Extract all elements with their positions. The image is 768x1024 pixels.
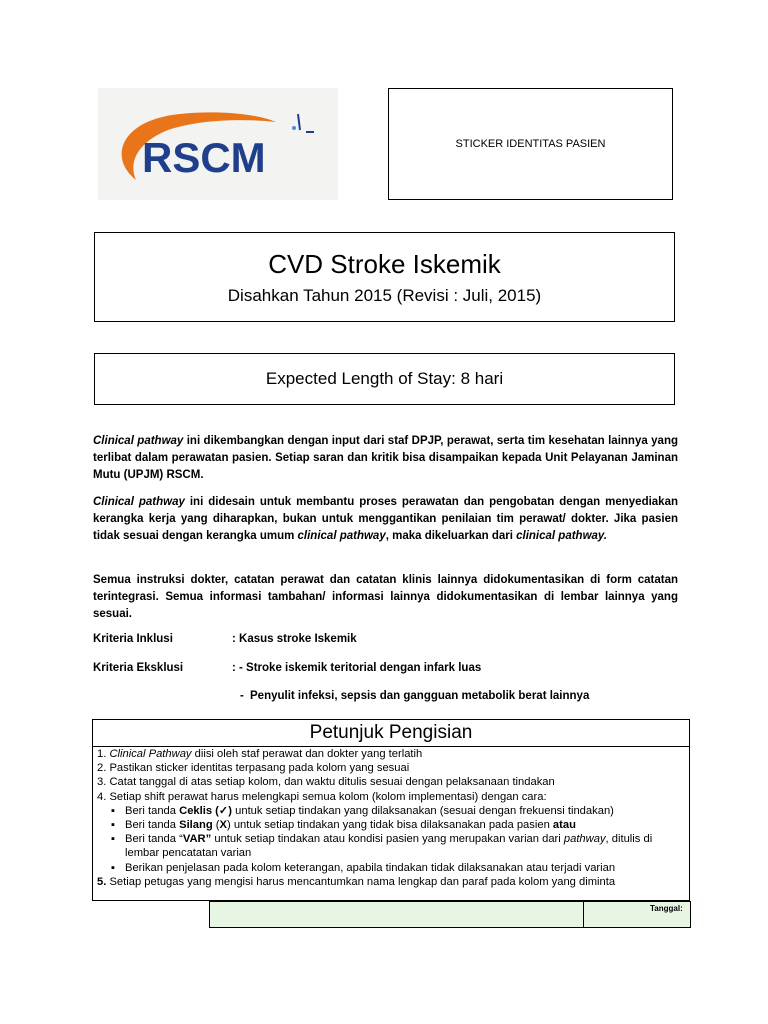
kriteria-eksklusi-value-1: : - Stroke iskemik teritorial dengan infark luas (232, 662, 482, 674)
item1-num: 1. (97, 748, 107, 760)
b3-italic: pathway (563, 833, 606, 846)
b2-bold: Silang (179, 819, 213, 832)
kriteria-eksklusi-value-2: Penyulit infeksi, sepsis dan gangguan metabolik berat lainnya (250, 690, 590, 702)
logo-accent (298, 114, 314, 132)
petunjuk-heading: Petunjuk Pengisian (93, 720, 689, 747)
paragraph-1 (93, 433, 678, 484)
bullet-keterangan: ▪ Berikan penjelasan pada kolom keterangan, apabila tindakan tidak dilaksanakan atau terjadi varian (125, 861, 685, 875)
b3-post2: , ditulis di lembar pencatatan varian (125, 833, 653, 860)
kriteria-eksklusi-dash: - (240, 690, 244, 702)
paragraph-2 (93, 494, 678, 545)
logo-dot (292, 126, 296, 130)
rscm-logo (98, 88, 338, 200)
item1-text: diisi oleh staf perawat dan dokter yang terlatih (191, 748, 423, 760)
b2-post: ) untuk setiap tindakan yang tidak bisa dilaksanakan pada pasien (227, 819, 553, 832)
petunjuk-item-5 (97, 875, 685, 889)
b3-pre: Beri tanda “ (125, 833, 183, 846)
p1-text: ini dikembangkan dengan input dari staf DPJP, perawat, serta tim kesehatan lainnya yang terlibat dalam perawatan pasien. Setiap saran dan kritik bisa disampaikan kepada Unit Pelayanan Jaminan Mutu (UPJM) RSCM. (93, 435, 678, 481)
b1-bold: Ceklis (✓) (179, 804, 233, 817)
b2-bold3: atau (552, 819, 576, 832)
petunjuk-item-3: 3. Catat tanggal di atas setiap kolom, dan waktu ditulis sesuai dengan pelaksanaan tindakan (97, 776, 555, 789)
item5-num: 5. (97, 875, 107, 888)
petunjuk-item-2: 2. Pastikan sticker identitas terpasang pada kolom yang sesuai (97, 762, 410, 775)
p3-text: Semua instruksi dokter, catatan perawat dan catatan klinis lainnya didokumentasikan di form catatan terintegrasi. Semua informasi tambahan/ informasi lainnya didokumentasikan di lembar lainnya yang sesuai. (93, 574, 678, 620)
p2-text-2: , maka dikeluarkan dari (385, 530, 517, 542)
petunjuk-bullets (97, 804, 685, 875)
petunjuk-item-1 (97, 747, 685, 761)
rscm-logo-graphic (98, 88, 338, 200)
logo-text: RSCM (142, 134, 266, 181)
tanggal-label: Tanggal: (650, 904, 683, 913)
p2-italic-2: clinical pathway (297, 530, 386, 542)
bullet-ceklis (125, 804, 685, 818)
petunjuk-body (93, 747, 689, 889)
b3-bold: VAR” (182, 833, 212, 846)
petunjuk-item-4: 4. Setiap shift perawat harus melengkapi semua kolom (kolom implementasi) dengan cara: (97, 790, 547, 803)
title-box (94, 232, 675, 322)
kriteria-eksklusi-label: Kriteria Eksklusi (93, 662, 184, 674)
tanggal-divider (583, 902, 584, 927)
b1-pre: Beri tanda (125, 804, 180, 817)
p1-italic: Clinical pathway (93, 435, 184, 447)
b2-mid: ( (212, 819, 220, 832)
p2-italic: Clinical pathway (93, 496, 185, 508)
length-of-stay: Expected Length of Stay: 8 hari (265, 369, 504, 388)
document-title: CVD Stroke Iskemik (268, 249, 501, 279)
b3-post: untuk setiap tindakan atau kondisi pasien yang merupakan varian dari (211, 833, 564, 846)
paragraph-3 (93, 572, 678, 623)
b1-post: untuk setiap tindakan yang dilaksanakan (sesuai dengan frekuensi tindakan) (232, 804, 614, 817)
length-of-stay-box (94, 353, 675, 405)
kriteria-inklusi-label: Kriteria Inklusi (93, 633, 173, 645)
b2-bold2: X (219, 819, 227, 832)
bullet-silang (125, 818, 685, 832)
bullet-var (125, 832, 685, 860)
sticker-label: STICKER IDENTITAS PASIEN (455, 138, 606, 150)
petunjuk-pengisian-box (92, 719, 690, 901)
kriteria-inklusi-value: : Kasus stroke Iskemik (232, 633, 357, 645)
item5-text: Setiap petugas yang mengisi harus mencantumkan nama lengkap dan paraf pada kolom yang diminta (106, 875, 616, 888)
document-subtitle: Disahkan Tahun 2015 (Revisi : Juli, 2015) (227, 286, 542, 305)
p2-italic-3: clinical pathway. (516, 530, 608, 542)
patient-sticker-box (388, 88, 673, 200)
p2-text: ini didesain untuk membantu proses perawatan dan pengobatan dengan menyediakan kerangka kerja yang diharapkan, bukan untuk menggantikan penilaian tim perawat/ dokter. Jika pasien tidak sesuai dengan kerangka umum (93, 496, 679, 542)
tanggal-row (209, 901, 691, 928)
item1-italic: Clinical Pathway (109, 748, 192, 760)
b2-pre: Beri tanda (125, 819, 180, 832)
